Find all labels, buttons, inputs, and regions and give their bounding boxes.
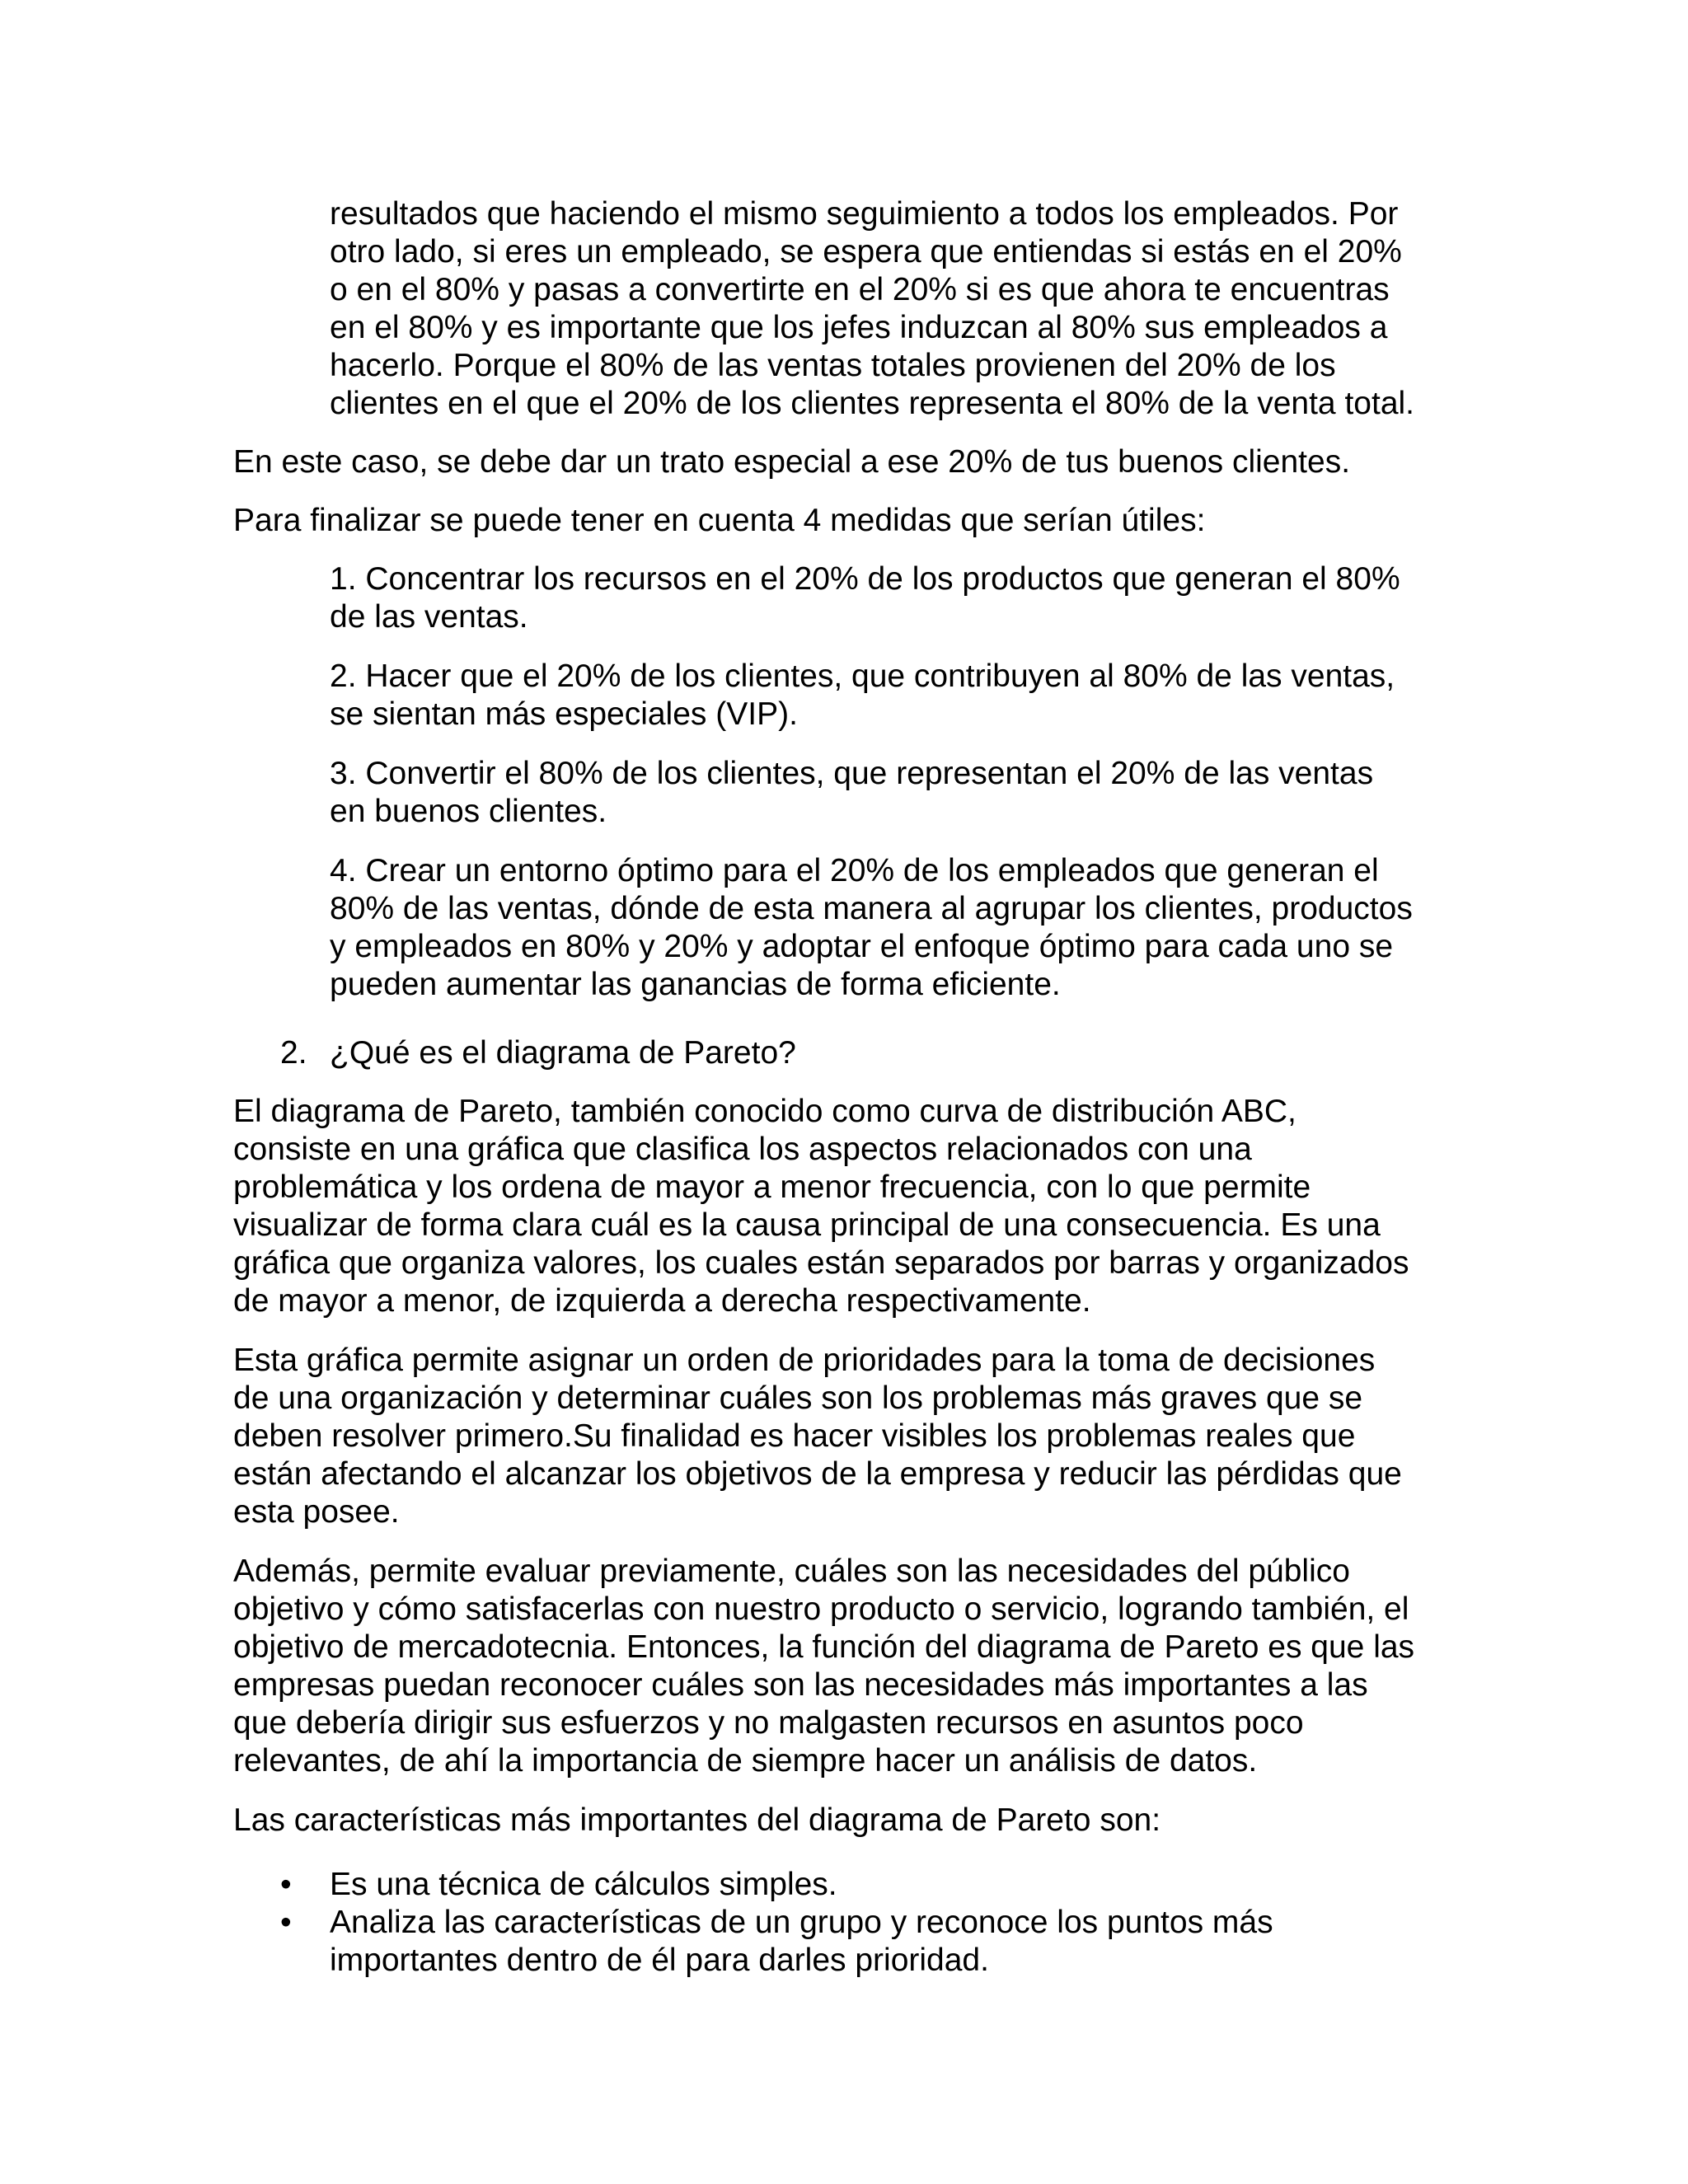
measure-item-1 [330,560,1400,636]
text-line: o en el 80% y pasas a convertirte en el 20% si es que ahora te encuentras [330,272,1390,307]
text-line: en buenos clientes. [330,794,607,829]
text-line: de mayor a menor, de izquierda a derecha respectivamente. [233,1283,1091,1319]
text-line: Además, permite evaluar previamente, cuáles son las necesidades del público [233,1554,1350,1589]
text-line: clientes en el que el 20% de los clientes representa el 80% de la venta total. [330,386,1415,421]
text-line: objetivo de mercadotecnia. Entonces, la función del diagrama de Pareto es que las [233,1629,1415,1665]
text-line: de las ventas. [330,599,528,635]
text-line: pueden aumentar las ganancias de forma eficiente. [330,967,1061,1002]
text-line: consiste en una gráfica que clasifica los aspectos relacionados con una [233,1132,1252,1167]
paragraph-special-treatment [233,443,1350,481]
bullet-item-2 [330,1904,1273,1980]
text-line: y empleados en 80% y 20% y adoptar el enfoque óptimo para cada uno se [330,929,1394,964]
measure-item-2 [330,658,1395,733]
text-line: deben resolver primero.Su finalidad es hacer visibles los problemas reales que [233,1418,1356,1454]
text-line: otro lado, si eres un empleado, se espera que entiendas si estás en el 20% [330,234,1402,269]
text-line: problemática y los ordena de mayor a menor frecuencia, con lo que permite [233,1169,1311,1205]
paragraph-definition [233,1093,1409,1320]
text-line: Las características más importantes del diagrama de Pareto son: [233,1802,1161,1838]
text-line: 3. Convertir el 80% de los clientes, que representan el 20% de las ventas [330,756,1374,791]
text-line: se sientan más especiales (VIP). [330,696,798,732]
text-line: 1. Concentrar los recursos en el 20% de los productos que generan el 80% [330,561,1400,597]
paragraph-characteristics [233,1802,1160,1840]
text-line: empresas puedan reconocer cuáles son las necesidades más importantes a las [233,1667,1368,1703]
text-line: Para finalizar se puede tener en cuenta 4 medidas que serían útiles: [233,503,1206,538]
measure-item-3 [330,755,1373,831]
measure-item-4 [330,852,1413,1004]
text-line: importantes dentro de él para darles prioridad. [330,1943,989,1978]
text-line: de una organización y determinar cuáles son los problemas más graves que se [233,1380,1363,1416]
text-line: esta posee. [233,1494,400,1530]
text-line: Es una técnica de cálculos simples. [330,1867,837,1902]
text-line: objetivo y cómo satisfacerlas con nuestro producto o servicio, logrando también, el [233,1591,1409,1627]
paragraph-priorities [233,1342,1402,1531]
text-line: están afectando el alcanzar los objetivos de la empresa y reducir las pérdidas que [233,1456,1402,1492]
text-line: El diagrama de Pareto, también conocido como curva de distribución ABC, [233,1094,1296,1129]
text-line: 2. Hacer que el 20% de los clientes, que contribuyen al 80% de las ventas, [330,658,1395,694]
text-line: ¿Qué es el diagrama de Pareto? [330,1035,796,1071]
paragraph-additionally [233,1553,1414,1780]
question-heading [330,1034,796,1072]
text-line: 80% de las ventas, dónde de esta manera al agrupar los clientes, productos [330,891,1413,926]
paragraph-finalize [233,502,1205,540]
text-line: relevantes, de ahí la importancia de siempre hacer un análisis de datos. [233,1743,1258,1779]
bullet-item-1 [330,1866,837,1904]
text-line: en el 80% y es importante que los jefes induzcan al 80% sus empleados a [330,310,1388,345]
bullet-marker: • [280,1905,292,1940]
question-number: 2. [280,1035,307,1071]
bullet-marker: • [280,1867,292,1902]
text-line: Esta gráfica permite asignar un orden de prioridades para la toma de decisiones [233,1343,1376,1378]
text-line: En este caso, se debe dar un trato especial a ese 20% de tus buenos clientes. [233,444,1351,480]
text-line: hacerlo. Porque el 80% de las ventas totales provienen del 20% de los [330,348,1336,383]
text-line: resultados que haciendo el mismo seguimiento a todos los empleados. Por [330,196,1399,232]
text-line: Analiza las características de un grupo y reconoce los puntos más [330,1905,1273,1940]
text-line: que debería dirigir sus esfuerzos y no malgasten recursos en asuntos poco [233,1705,1304,1741]
text-line: gráfica que organiza valores, los cuales están separados por barras y organizados [233,1245,1409,1281]
continued-paragraph [330,195,1414,423]
text-line: 4. Crear un entorno óptimo para el 20% de los empleados que generan el [330,853,1379,888]
text-line: visualizar de forma clara cuál es la causa principal de una consecuencia. Es una [233,1207,1381,1243]
